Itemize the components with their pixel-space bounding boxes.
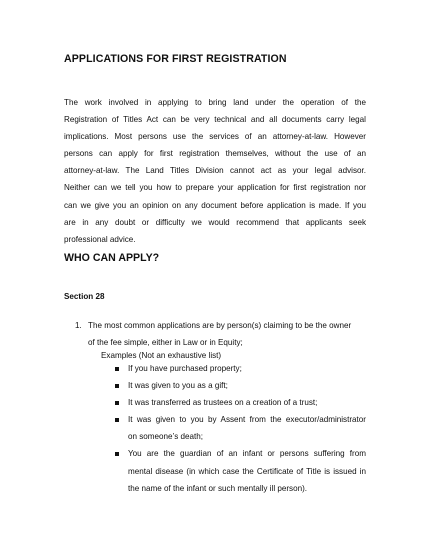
intro-line: Neither can we tell you how to prepare your application for first registration nor: [64, 183, 366, 193]
who-can-apply-heading: WHO CAN APPLY?: [64, 252, 160, 264]
bullet-line: on someone’s death;: [128, 432, 203, 442]
bullet-line: mental disease (in which case the Certificate of Title is issued in: [128, 466, 366, 476]
bullet-line: If you have purchased property;: [128, 364, 242, 373]
bullet-item: [114, 394, 366, 411]
square-bullet-icon: [115, 452, 119, 456]
intro-line: attorney-at-law. The Land Titles Division cannot act as your legal advisor.: [64, 166, 366, 176]
intro-line: The work involved in applying to bring land under the operation of the: [64, 98, 366, 107]
bullet-line: It was transferred as trustees on a creation of a trust;: [128, 398, 318, 408]
intro-line: are in any doubt or difficulty we would recommend that applicants seek: [64, 217, 366, 227]
examples-label: Examples (Not an exhaustive list): [101, 351, 222, 360]
intro-line: persons can apply for first registration themselves, without the use of an: [64, 149, 366, 159]
intro-line: professional advice.: [64, 234, 136, 244]
page-heading: APPLICATIONS FOR FIRST REGISTRATION: [64, 53, 287, 65]
bullet-list: [114, 360, 366, 497]
bullet-line: It was given to you as a gift;: [128, 381, 228, 391]
intro-line: implications. Most persons use the services of an attorney-at-law. However: [64, 132, 366, 142]
intro-line: Registration of Titles Act can be very technical and all documents carry legal: [64, 115, 366, 125]
item-line: The most common applications are by person(s) claiming to be the owner: [88, 321, 352, 330]
bullet-item: [114, 360, 366, 377]
bullet-line: It was given to you by Assent from the executor/administrator: [128, 415, 366, 425]
item-line: of the fee simple, either in Law or in Equity;: [88, 338, 243, 348]
bullet-item: [114, 377, 366, 394]
square-bullet-icon: [115, 401, 119, 405]
numbered-item: [75, 317, 367, 351]
square-bullet-icon: [115, 367, 119, 371]
bullet-line: You are the guardian of an infant or persons suffering from: [128, 449, 366, 459]
intro-paragraph: [64, 94, 366, 248]
bullet-item: [114, 445, 366, 496]
bullet-item: [114, 411, 366, 445]
square-bullet-icon: [115, 418, 119, 422]
square-bullet-icon: [115, 384, 119, 388]
bullet-line: the name of the infant or such mentally ill person).: [128, 483, 308, 493]
section-label: Section 28: [64, 292, 105, 301]
intro-line: can we give you an opinion on any document before application is made. If you: [64, 200, 366, 210]
item-number: 1.: [75, 321, 82, 330]
